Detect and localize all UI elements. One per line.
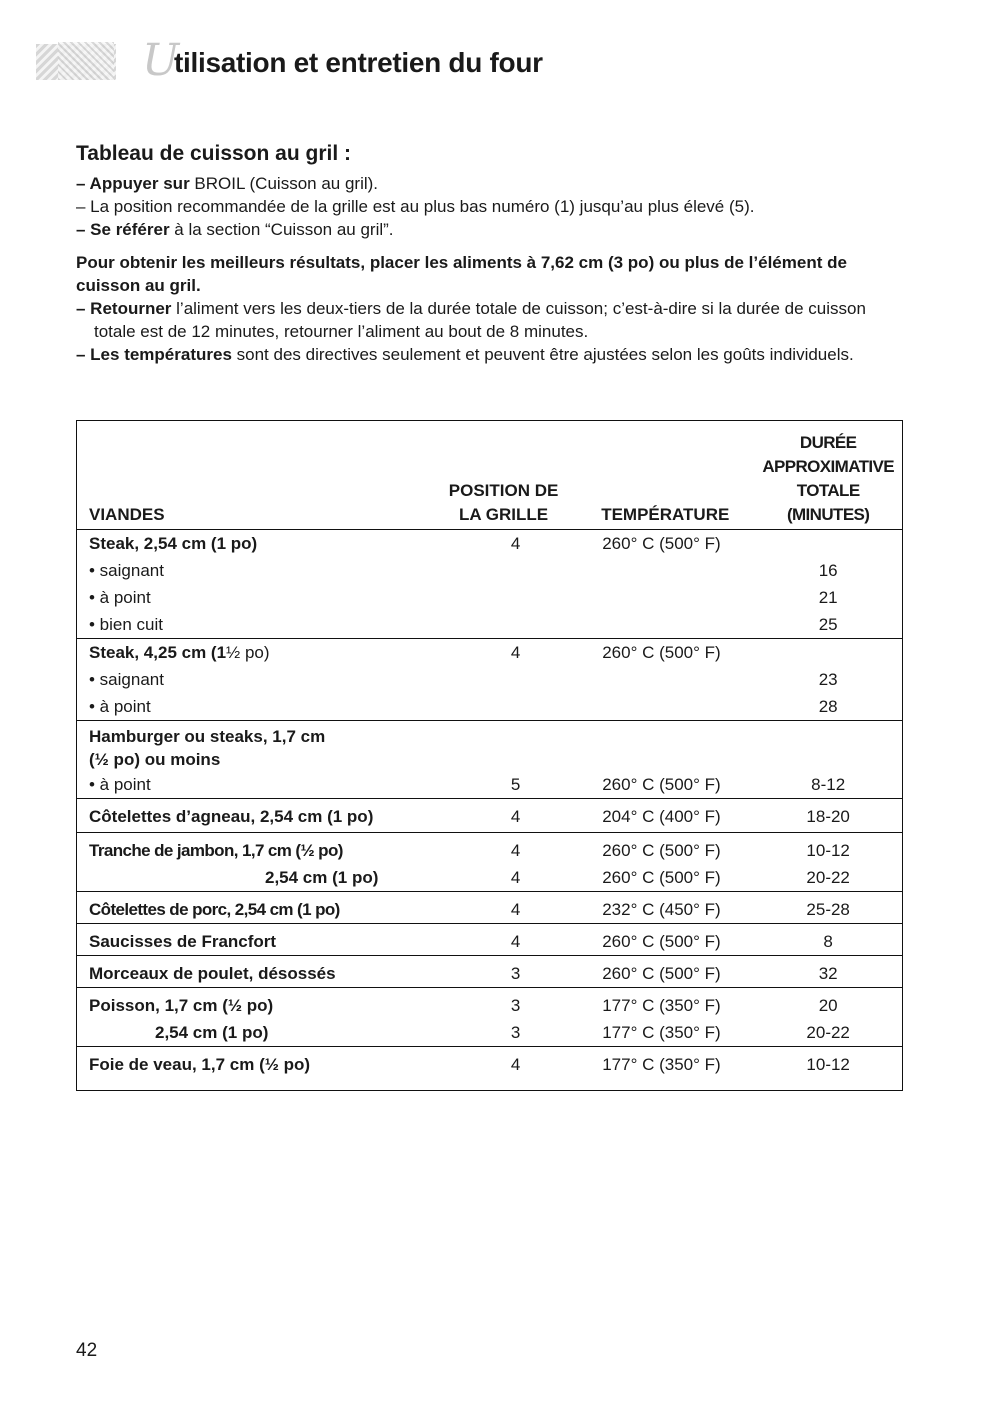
row-position: 3 xyxy=(510,964,521,983)
row-time xyxy=(754,748,902,771)
table-row xyxy=(77,1019,903,1047)
header-duration xyxy=(754,421,902,530)
row-temperature: 204° C (400° F) xyxy=(602,807,721,826)
row-title: 2,54 cm (1 po) xyxy=(265,868,379,887)
row-position: 4 xyxy=(510,534,521,553)
table-row xyxy=(77,748,903,771)
row-label: • à point xyxy=(89,775,151,794)
best-results-note: Pour obtenir les meilleurs résultats, placer les aliments à 7,62 cm (3 po) ou plus de l’élément de cuisson au gril. xyxy=(76,253,847,295)
table-row xyxy=(77,666,903,693)
row-time: 8 xyxy=(823,932,833,951)
row-position: 4 xyxy=(510,807,521,826)
group-lamb xyxy=(77,799,903,833)
row-temperature: 260° C (500° F) xyxy=(602,964,721,983)
row-temperature xyxy=(576,693,754,721)
group-steak-1 xyxy=(77,530,903,639)
header-decoration-overlay xyxy=(58,42,114,80)
table-row xyxy=(77,771,903,799)
header-duration-line3: TOTALE (MINUTES) xyxy=(786,481,870,524)
row-title: Poisson, 1,7 cm (½ po) xyxy=(89,996,274,1015)
group-pork xyxy=(77,892,903,924)
row-position xyxy=(431,748,576,771)
row-title: Foie de veau, 1,7 cm (½ po) xyxy=(89,1055,311,1074)
group-ham xyxy=(77,833,903,892)
header-duration-line2: APPROXIMATIVE xyxy=(762,457,894,476)
row-label: • saignant xyxy=(89,670,164,689)
row-time: 10-12 xyxy=(806,1055,850,1074)
table-row xyxy=(77,721,903,749)
row-title: Steak, 2,54 cm (1 po) xyxy=(89,534,258,553)
row-temperature: 260° C (500° F) xyxy=(602,841,721,860)
bullet-2-text: – La position recommandée de la grille est au plus bas numéro (1) jusqu’au plus élevé (5). xyxy=(76,197,755,216)
row-time: 21 xyxy=(818,588,838,607)
row-time: 18-20 xyxy=(806,807,850,826)
page-number: 42 xyxy=(76,1340,98,1361)
row-temperature: 260° C (500° F) xyxy=(602,775,721,794)
row-temperature: 260° C (500° F) xyxy=(602,932,721,951)
row-temperature xyxy=(576,584,754,611)
row-time: 16 xyxy=(818,561,838,580)
table-row xyxy=(77,557,903,584)
group-chicken xyxy=(77,956,903,988)
row-time: 20-22 xyxy=(806,1023,850,1042)
row-temperature: 232° C (450° F) xyxy=(602,900,721,919)
row-time: 20 xyxy=(818,996,838,1015)
row-time: 32 xyxy=(818,964,838,983)
row-temperature: 260° C (500° F) xyxy=(602,868,721,887)
row-title: Saucisses de Francfort xyxy=(89,932,277,951)
row-position xyxy=(431,693,576,721)
tip-1 xyxy=(76,297,911,343)
section-heading: Tableau de cuisson au gril : xyxy=(76,142,351,165)
row-title: Hamburger ou steaks, 1,7 cm xyxy=(89,727,326,746)
row-temperature xyxy=(576,748,754,771)
table-row xyxy=(77,584,903,611)
row-position: 3 xyxy=(510,996,521,1015)
row-position xyxy=(431,557,576,584)
row-temperature xyxy=(576,557,754,584)
row-title: Morceaux de poulet, désossés xyxy=(89,964,336,983)
row-time: 28 xyxy=(818,697,838,716)
row-time: 23 xyxy=(818,670,838,689)
row-temperature: 177° C (350° F) xyxy=(602,996,721,1015)
row-time xyxy=(754,530,902,558)
header-position-line2: LA GRILLE xyxy=(459,505,549,524)
row-position: 4 xyxy=(510,868,521,887)
table-row xyxy=(77,924,903,956)
bullet-3-bold: – Se référer xyxy=(76,220,170,239)
row-title: Côtelettes de porc, 2,54 cm (1 po) xyxy=(89,900,340,919)
header-position xyxy=(431,421,576,530)
row-position xyxy=(431,721,576,749)
row-title xyxy=(77,639,431,667)
bullet-1 xyxy=(76,172,911,195)
tip-1-text: l’aliment vers les deux-tiers de la durée totale de cuisson; c’est-à-dire si la durée de cuisson totale est de 12 minutes, retourner l’aliment au bout de 8 minutes. xyxy=(94,299,866,341)
bullet-1-bold: – Appuyer sur xyxy=(76,174,190,193)
header-meats: VIANDES xyxy=(89,505,165,524)
table-row xyxy=(77,833,903,865)
row-position: 4 xyxy=(510,900,521,919)
table-row xyxy=(77,1047,903,1091)
tip-2-bold: – Les températures xyxy=(76,345,232,364)
bullet-3 xyxy=(76,218,911,241)
row-position: 3 xyxy=(510,1023,521,1042)
row-label: • bien cuit xyxy=(89,615,163,634)
table-row xyxy=(77,530,903,558)
tip-2-text: sont des directives seulement et peuvent être ajustées selon les goûts individuels. xyxy=(231,345,854,364)
row-title: Côtelettes d’agneau, 2,54 cm (1 po) xyxy=(89,807,374,826)
group-fish xyxy=(77,988,903,1047)
row-time xyxy=(754,721,902,749)
row-title-end: po) xyxy=(240,643,270,662)
row-time: 10-12 xyxy=(806,841,850,860)
row-title-cont: (½ po) ou moins xyxy=(89,750,221,769)
bullet-1-text: BROIL (Cuisson au gril). xyxy=(189,174,379,193)
group-hamburger xyxy=(77,721,903,799)
tip-1-bold: – Retourner xyxy=(76,299,172,318)
row-title-fraction: ½ xyxy=(226,643,241,662)
row-time: 8-12 xyxy=(811,775,846,794)
row-position xyxy=(431,666,576,693)
header-title: tilisation et entretien du four xyxy=(174,47,543,78)
row-position: 4 xyxy=(510,932,521,951)
row-temperature: 177° C (350° F) xyxy=(602,1055,721,1074)
bullet-3-text: à la section “Cuisson au gril”. xyxy=(169,220,394,239)
table-row xyxy=(77,639,903,667)
row-title-main: Steak, 4,25 cm (1 xyxy=(89,643,227,662)
row-title: Tranche de jambon, 1,7 cm (½ po) xyxy=(89,841,343,860)
row-temperature xyxy=(576,666,754,693)
table-row xyxy=(77,956,903,988)
row-temperature xyxy=(576,721,754,749)
table-row xyxy=(77,892,903,924)
bullet-2 xyxy=(76,195,911,218)
group-steak-2 xyxy=(77,639,903,721)
row-position: 4 xyxy=(510,643,521,662)
row-position: 5 xyxy=(510,775,521,794)
row-position xyxy=(431,611,576,639)
row-time xyxy=(754,639,902,667)
group-sausages xyxy=(77,924,903,956)
row-position: 4 xyxy=(510,841,521,860)
header-initial: U xyxy=(142,35,180,86)
group-liver xyxy=(77,1047,903,1091)
row-label: • saignant xyxy=(89,561,164,580)
table-row xyxy=(77,988,903,1020)
page-header xyxy=(36,35,736,90)
row-time: 25-28 xyxy=(806,900,850,919)
row-time: 20-22 xyxy=(806,868,850,887)
header-duration-line1: DURÉE xyxy=(799,433,857,452)
table-header-row xyxy=(77,421,903,530)
intro-section xyxy=(76,140,911,366)
row-position xyxy=(431,584,576,611)
broil-chart-table xyxy=(76,420,903,1091)
row-label: • à point xyxy=(89,697,151,716)
row-temperature xyxy=(576,611,754,639)
table-row xyxy=(77,611,903,639)
row-temperature: 177° C (350° F) xyxy=(602,1023,721,1042)
header-temperature: TEMPÉRATURE xyxy=(601,505,730,524)
row-time: 25 xyxy=(818,615,838,634)
row-label: • à point xyxy=(89,588,151,607)
header-position-line1: POSITION DE xyxy=(448,481,559,500)
table-row xyxy=(77,693,903,721)
row-title: 2,54 cm (1 po) xyxy=(155,1023,269,1042)
tip-2 xyxy=(76,343,911,366)
row-position: 4 xyxy=(510,1055,521,1074)
table-row xyxy=(77,799,903,833)
row-temperature: 260° C (500° F) xyxy=(602,534,721,553)
row-temperature: 260° C (500° F) xyxy=(602,643,721,662)
table-row xyxy=(77,864,903,892)
